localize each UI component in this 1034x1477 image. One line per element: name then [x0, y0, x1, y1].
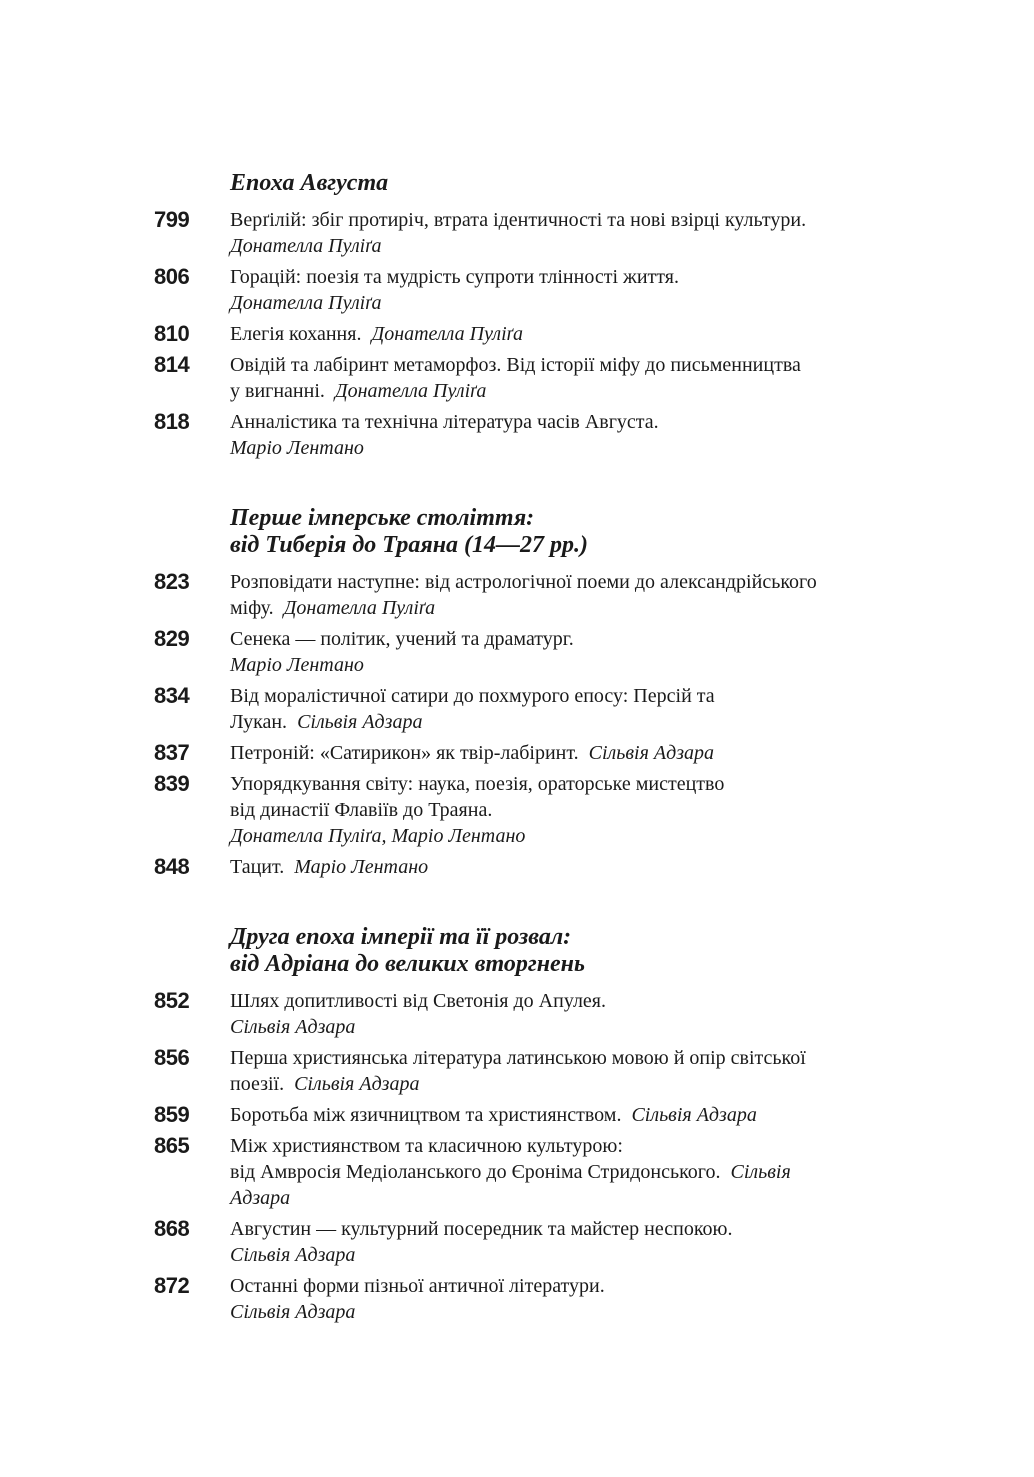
entry-line: [230, 290, 910, 316]
section-title: [230, 170, 1034, 197]
toc-entry: [0, 569, 1034, 621]
entry-author: Маріо Лентано: [230, 437, 364, 459]
entry-line: [230, 626, 910, 652]
toc-entry: [0, 352, 1034, 404]
entry-author: Сільвія Адзара: [230, 1244, 356, 1266]
entry-line: [230, 1071, 910, 1097]
page-number: 810: [154, 321, 190, 346]
section-title: [230, 924, 1034, 978]
entry-text: Овідій та лабіринт метаморфоз. Від історії міфу до письменництва: [230, 354, 801, 376]
entry-line: [230, 1014, 910, 1040]
entry-author: Донателла Пуліґа, Маріо Лентано: [230, 825, 526, 847]
toc-entry: [0, 740, 1034, 766]
entry-line: [230, 264, 910, 290]
entry-text: Верґілій: збіг протиріч, втрата ідентичності та нові взірці культури.: [230, 209, 807, 231]
entry-line: [230, 988, 910, 1014]
entry-line: [230, 740, 910, 766]
entry-author: Адзара: [230, 1187, 291, 1209]
entry-text: Лукан.: [230, 711, 288, 733]
page-number: 856: [154, 1045, 190, 1070]
toc-entry: [0, 626, 1034, 678]
entry-line: [230, 1299, 910, 1325]
entry-text: Упорядкування світу: наука, поезія, ораторське мистецтво: [230, 773, 725, 795]
section-title-line: Друга епоха імперії та її розвал:: [230, 924, 572, 950]
toc-entry: [0, 207, 1034, 259]
page-number: 823: [154, 569, 190, 594]
entry-author: Сільвія Адзара: [297, 711, 423, 733]
entry-text: від Амвросія Медіоланського до Єроніма Стридонського.: [230, 1161, 721, 1183]
page-number: 799: [154, 207, 190, 232]
entry-author: Донателла Пуліґа: [334, 380, 487, 402]
entry-author: Маріо Лентано: [294, 856, 429, 878]
page-number: 865: [154, 1133, 190, 1158]
entry-text: Між християнством та класичною культурою:: [230, 1135, 623, 1157]
entry-line: [230, 854, 910, 880]
entry-line: [230, 233, 910, 259]
entry-text: Перша християнська література латинською мовою й опір світської: [230, 1047, 806, 1069]
entry-line: [230, 797, 910, 823]
page-number: 834: [154, 683, 190, 708]
entry-author: Сільвія Адзара: [294, 1073, 420, 1095]
entry-line: [230, 1133, 910, 1159]
page-number: 837: [154, 740, 190, 765]
entry-author: Донателла Пуліґа: [230, 235, 382, 257]
page-number: 829: [154, 626, 190, 651]
toc-entry: [0, 1102, 1034, 1128]
entry-author: Сільвія: [730, 1161, 791, 1183]
entry-line: [230, 771, 910, 797]
entry-text: Останні форми пізньої античної літератури.: [230, 1275, 605, 1297]
entry-line: [230, 709, 910, 735]
page-number: 806: [154, 264, 190, 289]
entry-line: [230, 409, 910, 435]
entry-author: Сільвія Адзара: [230, 1016, 356, 1038]
page-number: 818: [154, 409, 190, 434]
page-number: 814: [154, 352, 190, 377]
entry-text: Сенека — політик, учений та драматург.: [230, 628, 574, 650]
entry-text: Горацій: поезія та мудрість супроти тлінності життя.: [230, 266, 679, 288]
toc-entry: [0, 1045, 1034, 1097]
toc-entry: [0, 771, 1034, 849]
section-title-line: від Тиберія до Траяна (14—27 рр.): [230, 532, 589, 558]
entry-text: поезії.: [230, 1073, 285, 1095]
entry-text: Розповідати наступне: від астрологічної поеми до александрійського: [230, 571, 817, 593]
entry-line: [230, 595, 910, 621]
page-number: 848: [154, 854, 190, 879]
section-title-line: від Адріана до великих вторгнень: [230, 951, 585, 977]
page-number: 852: [154, 988, 190, 1013]
entry-line: [230, 652, 910, 678]
toc-section: [0, 170, 1034, 461]
entry-line: [230, 569, 910, 595]
entry-line: [230, 1216, 910, 1242]
entry-line: [230, 1159, 910, 1185]
entry-author: Сільвія Адзара: [588, 742, 715, 764]
entry-text: Шлях допитливості від Светонія до Апулея.: [230, 990, 606, 1012]
toc-entry: [0, 409, 1034, 461]
entry-line: [230, 683, 910, 709]
entry-author: Донателла Пуліґа: [371, 323, 523, 345]
toc-entry: [0, 1133, 1034, 1211]
toc-section: [0, 924, 1034, 1325]
entry-text: Августин — культурний посередник та майстер неспокою.: [230, 1218, 733, 1240]
entry-text: Боротьба між язичництвом та християнством.: [230, 1104, 622, 1126]
entry-line: [230, 352, 910, 378]
toc-entry: [0, 264, 1034, 316]
toc-entry: [0, 321, 1034, 347]
entry-line: [230, 1273, 910, 1299]
entry-text: Тацит.: [230, 856, 285, 878]
page-number: 859: [154, 1102, 190, 1127]
entry-line: [230, 1185, 910, 1211]
toc-section: [0, 505, 1034, 880]
page-number: 868: [154, 1216, 190, 1241]
entry-author: Сільвія Адзара: [631, 1104, 757, 1126]
entry-author: Донателла Пуліґа: [230, 292, 382, 314]
entry-line: [230, 823, 910, 849]
entry-text: Елегія кохання.: [230, 323, 362, 345]
toc-entry: [0, 988, 1034, 1040]
entry-author: Сільвія Адзара: [230, 1301, 356, 1323]
entry-text: Від моралістичної сатири до похмурого епосу: Персій та: [230, 685, 715, 707]
section-title: [230, 505, 1034, 559]
entry-line: [230, 207, 910, 233]
entry-text: Петроній: «Сатирикон» як твір-лабіринт.: [230, 742, 579, 764]
entry-author: Донателла Пуліґа: [283, 597, 436, 619]
page-number: 839: [154, 771, 190, 796]
entry-text: міфу.: [230, 597, 274, 619]
toc-entry: [0, 683, 1034, 735]
toc-entry: [0, 1216, 1034, 1268]
entry-line: [230, 435, 910, 461]
entry-text: у вигнанні.: [230, 380, 325, 402]
entry-line: [230, 1045, 910, 1071]
entry-line: [230, 378, 910, 404]
table-of-contents: [0, 170, 1034, 1369]
entry-line: [230, 1242, 910, 1268]
entry-text: Анналістика та технічна література часів Августа.: [230, 411, 659, 433]
entry-author: Маріо Лентано: [230, 654, 364, 676]
entry-text: від династії Флавіїв до Траяна.: [230, 799, 493, 821]
entry-line: [230, 321, 910, 347]
section-title-line: Перше імперське століття:: [230, 505, 535, 531]
entry-line: [230, 1102, 910, 1128]
toc-entry: [0, 854, 1034, 880]
page-number: 872: [154, 1273, 190, 1298]
toc-entry: [0, 1273, 1034, 1325]
section-title-line: Епоха Августа: [230, 170, 389, 196]
